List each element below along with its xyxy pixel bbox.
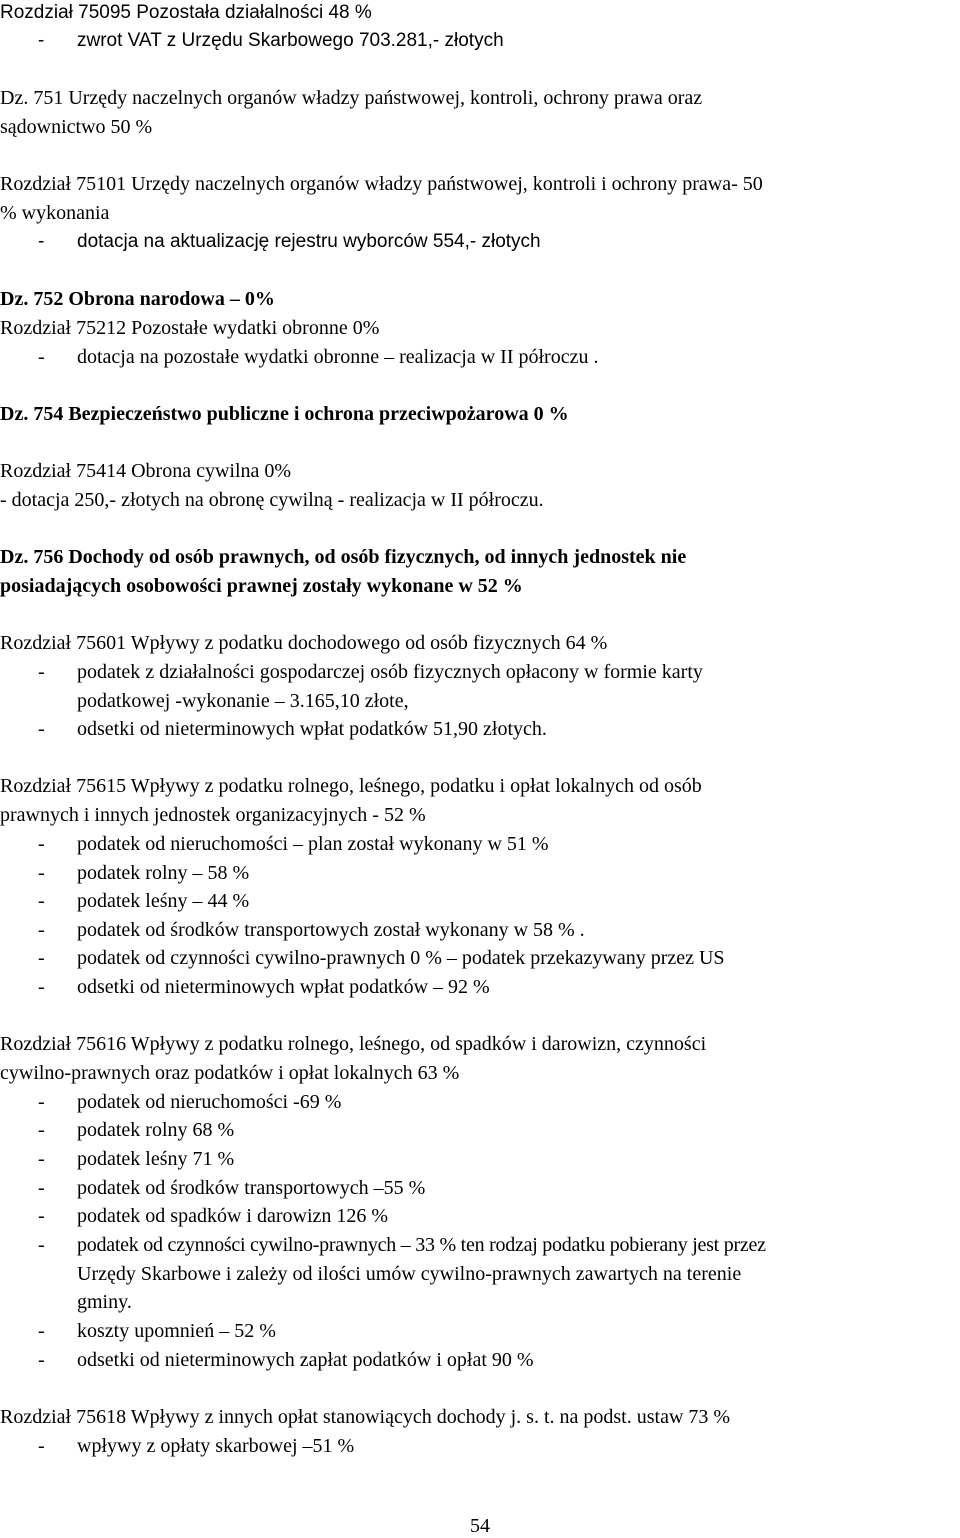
section-heading: Dz. 751 Urzędy naczelnych organów władzy państwowej, kontroli, ochrony prawa oraz <box>0 87 703 109</box>
chapter-heading: Rozdział 75601 Wpływy z podatku dochodowego od osób fizycznych 64 % <box>0 632 608 654</box>
list-item-text: podatek od czynności cywilno-prawnych 0 % – podatek przekazywany przez US <box>77 947 725 969</box>
bullet-dash: - <box>38 30 45 51</box>
bullet-dash: - <box>38 947 45 969</box>
bullet-dash: - <box>38 718 45 740</box>
bullet-dash: - <box>38 1234 45 1256</box>
list-item-text: Urzędy Skarbowe i zależy od ilości umów cywilno-prawnych zawartych na terenie <box>77 1263 742 1285</box>
list-item-text: podatek rolny 68 % <box>77 1119 235 1141</box>
chapter-heading: Rozdział 75414 Obrona cywilna 0% <box>0 460 292 482</box>
bullet-dash: - <box>38 661 45 683</box>
bullet-dash: - <box>38 976 45 998</box>
chapter-heading: Rozdział 75095 Pozostała działalności 48 % <box>0 2 372 23</box>
bullet-dash: - <box>38 890 45 912</box>
chapter-heading: Rozdział 75101 Urzędy naczelnych organów władzy państwowej, kontroli i ochrony prawa- 50 <box>0 173 763 195</box>
section-heading: Dz. 756 Dochody od osób prawnych, od osób fizycznych, od innych jednostek nie <box>0 546 687 568</box>
list-item-text: podatek od czynności cywilno-prawnych – 33 % ten rodzaj podatku pobierany jest przez <box>77 1234 766 1256</box>
list-item-text: odsetki od nieterminowych wpłat podatków – 92 % <box>77 976 490 998</box>
paragraph-line: - dotacja 250,- złotych na obronę cywilną - realizacja w II półroczu. <box>0 489 544 511</box>
list-item-text: podatek od nieruchomości – plan został wykonany w 51 % <box>77 833 549 855</box>
chapter-heading: cywilno-prawnych oraz podatków i opłat lokalnych 63 % <box>0 1062 460 1084</box>
bullet-dash: - <box>38 231 45 252</box>
bullet-dash: - <box>38 1091 45 1113</box>
bullet-dash: - <box>38 1349 45 1371</box>
chapter-heading: Rozdział 75212 Pozostałe wydatki obronne 0% <box>0 317 380 339</box>
list-item-text: dotacja na aktualizację rejestru wyborców 554,- złotych <box>77 231 541 252</box>
chapter-heading: Rozdział 75618 Wpływy z innych opłat stanowiących dochody j. s. t. na podst. ustaw 73 % <box>0 1406 731 1428</box>
list-item-text: dotacja na pozostałe wydatki obronne – realizacja w II półroczu . <box>77 346 599 368</box>
bullet-dash: - <box>38 1205 45 1227</box>
bullet-dash: - <box>38 1320 45 1342</box>
list-item-text: podatek z działalności gospodarczej osób fizycznych opłacony w formie karty <box>77 661 703 683</box>
chapter-heading: Rozdział 75616 Wpływy z podatku rolnego, leśnego, od spadków i darowizn, czynności <box>0 1033 707 1055</box>
page-number: 54 <box>470 1515 490 1537</box>
chapter-heading: % wykonania <box>0 202 110 224</box>
list-item-text: podatek od środków transportowych –55 % <box>77 1177 426 1199</box>
list-item-text: podatek od nieruchomości -69 % <box>77 1091 342 1113</box>
bullet-dash: - <box>38 919 45 941</box>
bullet-dash: - <box>38 1435 45 1457</box>
section-heading: Dz. 754 Bezpieczeństwo publiczne i ochrona przeciwpożarowa 0 % <box>0 403 569 425</box>
list-item-text: podatek leśny 71 % <box>77 1148 235 1170</box>
bullet-dash: - <box>38 833 45 855</box>
bullet-dash: - <box>38 1177 45 1199</box>
bullet-dash: - <box>38 1119 45 1141</box>
bullet-dash: - <box>38 862 45 884</box>
bullet-dash: - <box>38 346 45 368</box>
list-item-text: podatek leśny – 44 % <box>77 890 250 912</box>
list-item-text: gminy. <box>77 1291 132 1313</box>
bullet-dash: - <box>38 1148 45 1170</box>
section-heading: posiadających osobowości prawnej zostały wykonane w 52 % <box>0 575 523 597</box>
list-item-text: podatek od spadków i darowizn 126 % <box>77 1205 389 1227</box>
chapter-heading: prawnych i innych jednostek organizacyjnych - 52 % <box>0 804 426 826</box>
list-item-text: podatkowej -wykonanie – 3.165,10 złote, <box>77 690 409 712</box>
section-heading: Dz. 752 Obrona narodowa – 0% <box>0 288 275 310</box>
chapter-heading: Rozdział 75615 Wpływy z podatku rolnego, leśnego, podatku i opłat lokalnych od osób <box>0 775 702 797</box>
list-item-text: odsetki od nieterminowych wpłat podatków 51,90 złotych. <box>77 718 547 740</box>
list-item-text: odsetki od nieterminowych zapłat podatków i opłat 90 % <box>77 1349 534 1371</box>
list-item-text: zwrot VAT z Urzędu Skarbowego 703.281,- złotych <box>77 30 504 51</box>
section-heading: sądownictwo 50 % <box>0 116 153 138</box>
list-item-text: wpływy z opłaty skarbowej –51 % <box>77 1435 355 1457</box>
list-item-text: podatek od środków transportowych został wykonany w 58 % . <box>77 919 585 941</box>
list-item-text: koszty upomnień – 52 % <box>77 1320 276 1342</box>
list-item-text: podatek rolny – 58 % <box>77 862 250 884</box>
